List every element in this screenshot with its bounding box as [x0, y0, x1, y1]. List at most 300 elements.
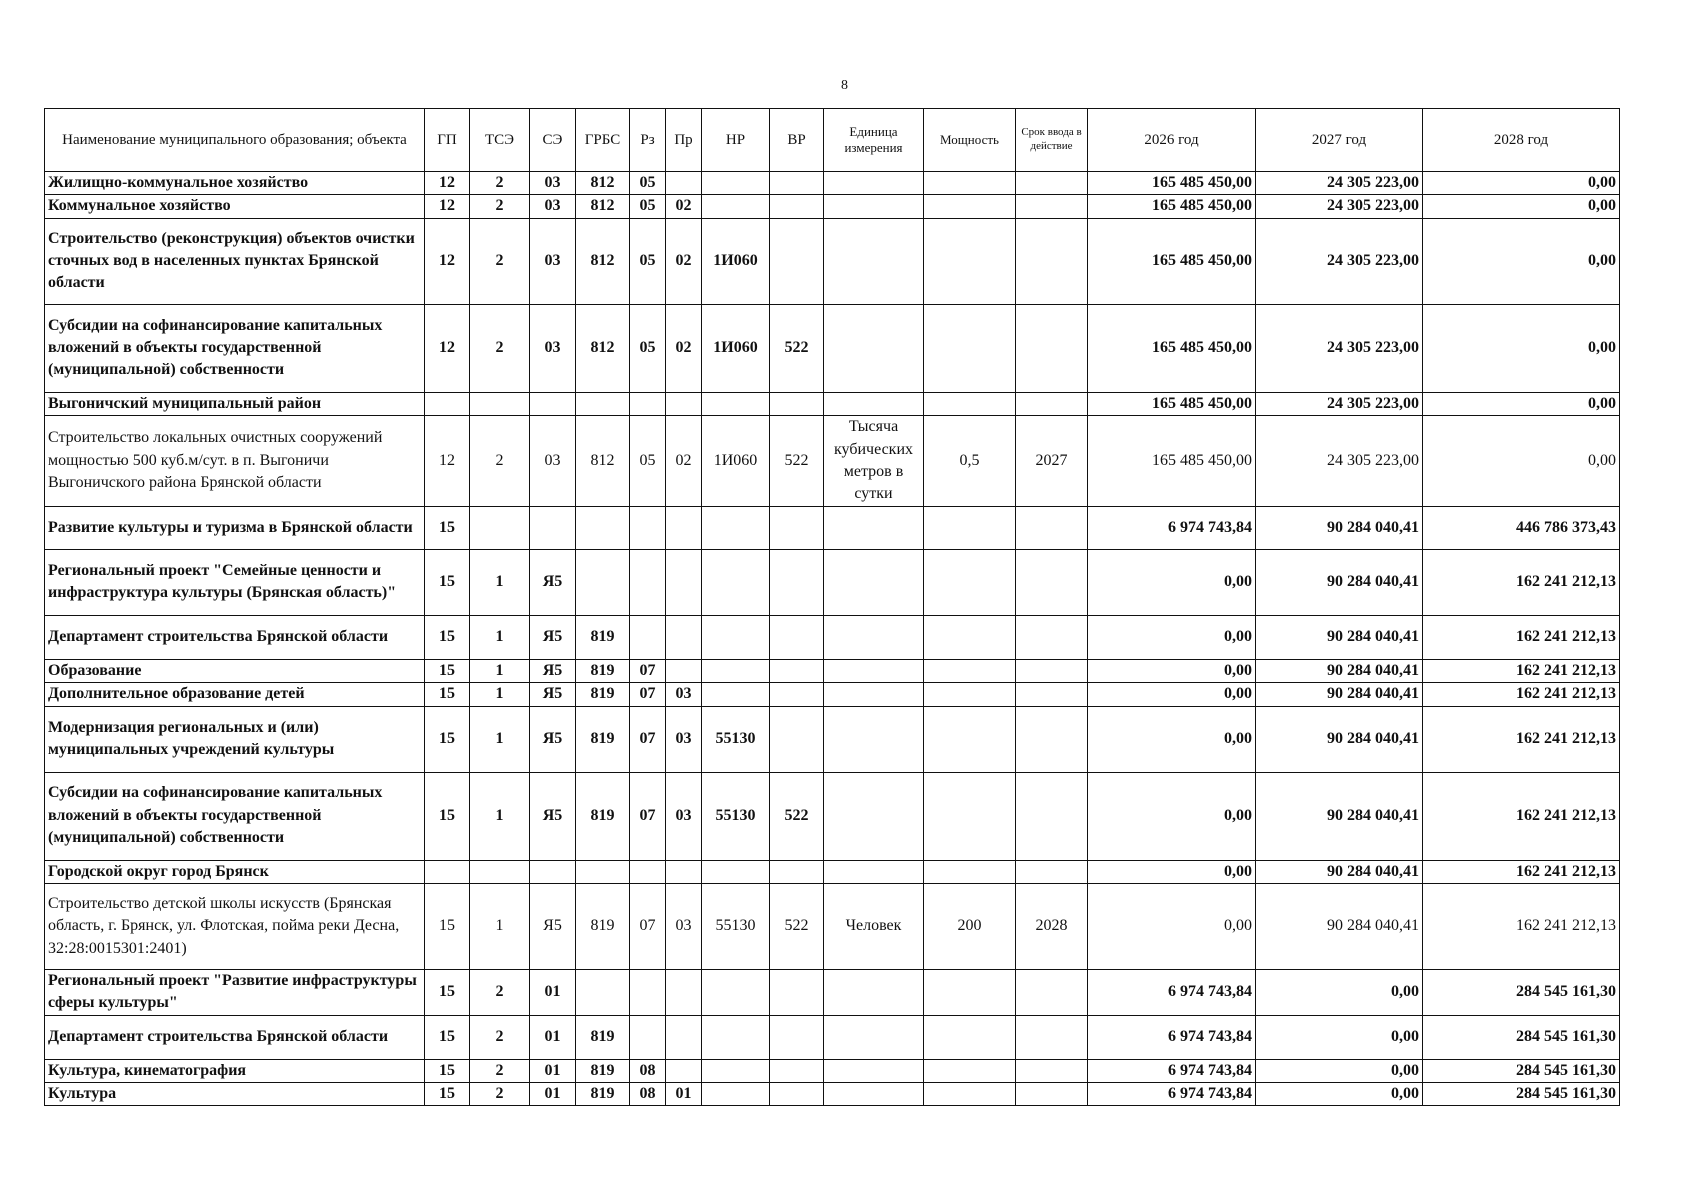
row-capacity [924, 392, 1016, 415]
row-deadline [1016, 860, 1088, 883]
row-pr: 02 [666, 218, 702, 304]
table-row [45, 304, 1620, 392]
row-name: Строительство локальных очистных сооружений мощностью 500 куб.м/сут. в п. Выгоничи Выгоничского района Брянской области [45, 416, 425, 507]
row-rz: 05 [630, 304, 666, 392]
row-pr: 03 [666, 772, 702, 860]
row-tse: 1 [470, 683, 530, 706]
row-pr: 01 [666, 1083, 702, 1106]
row-se: 01 [530, 969, 576, 1015]
row-nr [702, 860, 770, 883]
row-gp: 15 [425, 883, 470, 969]
row-capacity [924, 172, 1016, 195]
row-gp [425, 392, 470, 415]
row-nr [702, 1083, 770, 1106]
row-unit [824, 195, 924, 218]
row-se: Я5 [530, 706, 576, 772]
row-2027: 90 284 040,41 [1256, 772, 1423, 860]
row-unit [824, 392, 924, 415]
row-se: 03 [530, 416, 576, 507]
row-gp: 15 [425, 549, 470, 615]
row-capacity [924, 706, 1016, 772]
row-grbs [576, 506, 630, 549]
row-name: Департамент строительства Брянской области [45, 615, 425, 659]
row-se: 01 [530, 1015, 576, 1059]
row-vr [770, 549, 824, 615]
row-gp: 12 [425, 416, 470, 507]
row-unit [824, 1083, 924, 1106]
row-deadline [1016, 659, 1088, 682]
row-nr: 1И060 [702, 416, 770, 507]
row-2026: 0,00 [1088, 615, 1256, 659]
row-vr [770, 172, 824, 195]
row-2026: 165 485 450,00 [1088, 304, 1256, 392]
row-grbs: 819 [576, 1059, 630, 1082]
row-se: Я5 [530, 659, 576, 682]
row-rz [630, 615, 666, 659]
table-row [45, 195, 1620, 218]
row-se: Я5 [530, 549, 576, 615]
row-pr: 02 [666, 416, 702, 507]
row-deadline [1016, 304, 1088, 392]
row-vr [770, 860, 824, 883]
row-2028: 0,00 [1423, 172, 1620, 195]
row-gp: 15 [425, 1059, 470, 1082]
row-2028: 0,00 [1423, 304, 1620, 392]
row-2028: 284 545 161,30 [1423, 1015, 1620, 1059]
page-number: 8 [841, 78, 848, 93]
row-rz [630, 506, 666, 549]
row-vr [770, 706, 824, 772]
row-2028: 284 545 161,30 [1423, 969, 1620, 1015]
row-gp: 15 [425, 683, 470, 706]
row-tse: 2 [470, 218, 530, 304]
row-pr: 03 [666, 683, 702, 706]
row-tse: 1 [470, 549, 530, 615]
row-se: 01 [530, 1059, 576, 1082]
row-capacity [924, 218, 1016, 304]
row-rz: 05 [630, 172, 666, 195]
row-gp: 12 [425, 218, 470, 304]
row-rz: 07 [630, 706, 666, 772]
row-deadline [1016, 195, 1088, 218]
row-unit [824, 172, 924, 195]
row-2028: 162 241 212,13 [1423, 706, 1620, 772]
row-grbs: 819 [576, 659, 630, 682]
row-capacity [924, 772, 1016, 860]
row-unit [824, 218, 924, 304]
row-rz: 08 [630, 1083, 666, 1106]
row-pr [666, 506, 702, 549]
row-2026: 165 485 450,00 [1088, 172, 1256, 195]
row-tse: 1 [470, 772, 530, 860]
row-2026: 6 974 743,84 [1088, 1059, 1256, 1082]
table-row [45, 969, 1620, 1015]
row-se: Я5 [530, 615, 576, 659]
row-name: Департамент строительства Брянской области [45, 1015, 425, 1059]
row-vr [770, 506, 824, 549]
header-unit: Единица измерения [824, 109, 924, 172]
row-unit [824, 304, 924, 392]
row-se: Я5 [530, 883, 576, 969]
row-nr: 55130 [702, 883, 770, 969]
row-name: Культура [45, 1083, 425, 1106]
row-name: Жилищно-коммунальное хозяйство [45, 172, 425, 195]
row-nr [702, 659, 770, 682]
row-2027: 90 284 040,41 [1256, 706, 1423, 772]
row-tse [470, 506, 530, 549]
row-vr: 522 [770, 304, 824, 392]
row-vr [770, 1059, 824, 1082]
row-unit [824, 506, 924, 549]
row-2027: 90 284 040,41 [1256, 549, 1423, 615]
row-2028: 162 241 212,13 [1423, 772, 1620, 860]
row-pr [666, 860, 702, 883]
row-grbs: 812 [576, 195, 630, 218]
row-pr: 02 [666, 304, 702, 392]
row-deadline: 2027 [1016, 416, 1088, 507]
row-unit [824, 860, 924, 883]
row-2026: 0,00 [1088, 549, 1256, 615]
row-name: Региональный проект "Семейные ценности и инфраструктура культуры (Брянская область)" [45, 549, 425, 615]
table-row [45, 706, 1620, 772]
row-grbs [576, 392, 630, 415]
row-capacity [924, 1083, 1016, 1106]
header-se: СЭ [530, 109, 576, 172]
row-gp: 12 [425, 304, 470, 392]
table-row [45, 392, 1620, 415]
row-deadline [1016, 392, 1088, 415]
row-unit [824, 659, 924, 682]
row-name: Дополнительное образование детей [45, 683, 425, 706]
row-2028: 284 545 161,30 [1423, 1083, 1620, 1106]
row-grbs: 812 [576, 218, 630, 304]
row-vr [770, 969, 824, 1015]
table-row [45, 506, 1620, 549]
row-name: Субсидии на софинансирование капитальных вложений в объекты государственной (муниципальной) собственности [45, 304, 425, 392]
row-pr [666, 172, 702, 195]
row-2028: 0,00 [1423, 416, 1620, 507]
row-2028: 162 241 212,13 [1423, 659, 1620, 682]
row-2028: 162 241 212,13 [1423, 615, 1620, 659]
row-rz: 05 [630, 218, 666, 304]
row-nr [702, 195, 770, 218]
row-se: Я5 [530, 772, 576, 860]
row-unit [824, 615, 924, 659]
row-grbs: 819 [576, 883, 630, 969]
row-2027: 0,00 [1256, 1083, 1423, 1106]
row-2026: 6 974 743,84 [1088, 1015, 1256, 1059]
row-tse: 2 [470, 969, 530, 1015]
row-2027: 0,00 [1256, 1015, 1423, 1059]
row-grbs: 819 [576, 772, 630, 860]
header-rz: Рз [630, 109, 666, 172]
row-nr [702, 392, 770, 415]
row-deadline [1016, 549, 1088, 615]
row-nr [702, 969, 770, 1015]
header-gp: ГП [425, 109, 470, 172]
row-capacity [924, 304, 1016, 392]
row-name: Выгоничский муниципальный район [45, 392, 425, 415]
row-2027: 90 284 040,41 [1256, 683, 1423, 706]
row-gp: 15 [425, 506, 470, 549]
row-rz: 08 [630, 1059, 666, 1082]
row-2026: 0,00 [1088, 706, 1256, 772]
row-2026: 0,00 [1088, 659, 1256, 682]
row-2027: 24 305 223,00 [1256, 172, 1423, 195]
header-2028: 2028 год [1423, 109, 1620, 172]
header-deadline: Срок ввода в действие [1016, 109, 1088, 172]
row-rz: 05 [630, 416, 666, 507]
row-capacity [924, 1059, 1016, 1082]
row-nr [702, 172, 770, 195]
row-tse: 1 [470, 883, 530, 969]
row-pr [666, 1015, 702, 1059]
row-pr: 03 [666, 706, 702, 772]
row-deadline [1016, 969, 1088, 1015]
row-nr: 1И060 [702, 304, 770, 392]
row-tse: 1 [470, 615, 530, 659]
row-unit [824, 772, 924, 860]
row-nr [702, 683, 770, 706]
row-se: 01 [530, 1083, 576, 1106]
row-pr [666, 392, 702, 415]
row-pr [666, 969, 702, 1015]
row-name: Городской округ город Брянск [45, 860, 425, 883]
row-nr [702, 549, 770, 615]
row-unit [824, 683, 924, 706]
row-unit: Человек [824, 883, 924, 969]
row-deadline [1016, 172, 1088, 195]
row-rz: 05 [630, 195, 666, 218]
row-tse: 2 [470, 172, 530, 195]
row-nr [702, 506, 770, 549]
row-pr: 02 [666, 195, 702, 218]
row-nr [702, 1015, 770, 1059]
row-tse: 2 [470, 1015, 530, 1059]
header-grbs: ГРБС [576, 109, 630, 172]
row-capacity [924, 506, 1016, 549]
row-2026: 165 485 450,00 [1088, 195, 1256, 218]
header-capacity: Мощность [924, 109, 1016, 172]
row-unit [824, 1059, 924, 1082]
row-nr: 55130 [702, 772, 770, 860]
row-2027: 24 305 223,00 [1256, 304, 1423, 392]
header-pr: Пр [666, 109, 702, 172]
row-grbs [576, 549, 630, 615]
row-2026: 6 974 743,84 [1088, 1083, 1256, 1106]
row-rz [630, 969, 666, 1015]
row-tse [470, 392, 530, 415]
row-capacity [924, 683, 1016, 706]
row-vr [770, 1015, 824, 1059]
table-row [45, 1015, 1620, 1059]
row-rz: 07 [630, 772, 666, 860]
row-2027: 0,00 [1256, 969, 1423, 1015]
row-tse: 1 [470, 706, 530, 772]
row-se: 03 [530, 172, 576, 195]
row-tse [470, 860, 530, 883]
row-name: Коммунальное хозяйство [45, 195, 425, 218]
row-tse: 2 [470, 416, 530, 507]
table-row [45, 549, 1620, 615]
row-2028: 162 241 212,13 [1423, 549, 1620, 615]
row-2027: 90 284 040,41 [1256, 860, 1423, 883]
row-nr: 1И060 [702, 218, 770, 304]
row-2027: 90 284 040,41 [1256, 883, 1423, 969]
row-vr: 522 [770, 416, 824, 507]
header-vr: ВР [770, 109, 824, 172]
row-gp: 15 [425, 1015, 470, 1059]
row-name: Модернизация региональных и (или) муниципальных учреждений культуры [45, 706, 425, 772]
row-2026: 6 974 743,84 [1088, 506, 1256, 549]
table-row [45, 860, 1620, 883]
row-se: 03 [530, 218, 576, 304]
row-2028: 0,00 [1423, 195, 1620, 218]
row-2026: 6 974 743,84 [1088, 969, 1256, 1015]
header-tse: ТСЭ [470, 109, 530, 172]
table-row [45, 615, 1620, 659]
row-unit [824, 706, 924, 772]
table-row [45, 772, 1620, 860]
table-row [45, 218, 1620, 304]
row-deadline [1016, 1083, 1088, 1106]
row-nr [702, 1059, 770, 1082]
row-name: Региональный проект "Развитие инфраструктуры сферы культуры" [45, 969, 425, 1015]
row-2026: 0,00 [1088, 772, 1256, 860]
row-gp: 15 [425, 615, 470, 659]
row-vr: 522 [770, 772, 824, 860]
row-name: Культура, кинематография [45, 1059, 425, 1082]
row-grbs: 819 [576, 615, 630, 659]
row-rz [630, 860, 666, 883]
row-vr [770, 195, 824, 218]
row-pr [666, 659, 702, 682]
row-deadline [1016, 506, 1088, 549]
row-deadline [1016, 683, 1088, 706]
row-capacity [924, 659, 1016, 682]
row-tse: 2 [470, 1083, 530, 1106]
row-2026: 165 485 450,00 [1088, 218, 1256, 304]
row-capacity [924, 969, 1016, 1015]
row-2027: 0,00 [1256, 1059, 1423, 1082]
table-row [45, 683, 1620, 706]
row-tse: 1 [470, 659, 530, 682]
table-row [45, 416, 1620, 507]
row-deadline: 2028 [1016, 883, 1088, 969]
row-grbs [576, 860, 630, 883]
row-2026: 165 485 450,00 [1088, 416, 1256, 507]
row-rz [630, 1015, 666, 1059]
row-2027: 24 305 223,00 [1256, 392, 1423, 415]
row-se: 03 [530, 195, 576, 218]
header-2027: 2027 год [1256, 109, 1423, 172]
row-gp: 12 [425, 172, 470, 195]
row-grbs: 812 [576, 172, 630, 195]
table-row [45, 1083, 1620, 1106]
row-2028: 0,00 [1423, 392, 1620, 415]
row-rz [630, 392, 666, 415]
row-unit [824, 1015, 924, 1059]
row-grbs: 819 [576, 706, 630, 772]
header-2026: 2026 год [1088, 109, 1256, 172]
row-deadline [1016, 1015, 1088, 1059]
row-pr [666, 615, 702, 659]
row-gp: 15 [425, 706, 470, 772]
row-vr [770, 659, 824, 682]
row-tse: 2 [470, 1059, 530, 1082]
row-vr [770, 1083, 824, 1106]
row-gp [425, 860, 470, 883]
row-se: 03 [530, 304, 576, 392]
row-name: Образование [45, 659, 425, 682]
row-rz: 07 [630, 883, 666, 969]
row-2026: 0,00 [1088, 860, 1256, 883]
row-capacity [924, 1015, 1016, 1059]
row-deadline [1016, 772, 1088, 860]
row-2026: 0,00 [1088, 883, 1256, 969]
row-se: Я5 [530, 683, 576, 706]
row-capacity [924, 195, 1016, 218]
row-unit [824, 549, 924, 615]
row-vr [770, 392, 824, 415]
row-rz [630, 549, 666, 615]
row-name: Строительство детской школы искусств (Брянская область, г. Брянск, ул. Флотская, пойма реки Десна, 32:28:0015301:2401) [45, 883, 425, 969]
row-capacity: 0,5 [924, 416, 1016, 507]
row-unit [824, 969, 924, 1015]
row-2026: 165 485 450,00 [1088, 392, 1256, 415]
header-nr: НР [702, 109, 770, 172]
row-vr [770, 615, 824, 659]
row-2028: 0,00 [1423, 218, 1620, 304]
row-se [530, 506, 576, 549]
row-2026: 0,00 [1088, 683, 1256, 706]
row-2028: 162 241 212,13 [1423, 883, 1620, 969]
row-nr: 55130 [702, 706, 770, 772]
row-2027: 24 305 223,00 [1256, 416, 1423, 507]
row-pr [666, 1059, 702, 1082]
row-grbs [576, 969, 630, 1015]
row-name: Строительство (реконструкция) объектов очистки сточных вод в населенных пунктах Брянской области [45, 218, 425, 304]
row-name: Развитие культуры и туризма в Брянской области [45, 506, 425, 549]
row-deadline [1016, 706, 1088, 772]
row-se [530, 392, 576, 415]
row-rz: 07 [630, 659, 666, 682]
table-row [45, 1059, 1620, 1082]
row-capacity [924, 615, 1016, 659]
row-2027: 24 305 223,00 [1256, 218, 1423, 304]
row-2028: 284 545 161,30 [1423, 1059, 1620, 1082]
row-grbs: 819 [576, 1015, 630, 1059]
row-grbs: 812 [576, 416, 630, 507]
row-rz: 07 [630, 683, 666, 706]
row-2027: 24 305 223,00 [1256, 195, 1423, 218]
row-2027: 90 284 040,41 [1256, 506, 1423, 549]
row-tse: 2 [470, 195, 530, 218]
table-row [45, 659, 1620, 682]
row-vr [770, 218, 824, 304]
row-unit: Тысяча кубических метров в сутки [824, 416, 924, 507]
row-2027: 90 284 040,41 [1256, 615, 1423, 659]
row-capacity: 200 [924, 883, 1016, 969]
row-capacity [924, 549, 1016, 615]
row-se [530, 860, 576, 883]
row-2028: 162 241 212,13 [1423, 683, 1620, 706]
table-row [45, 883, 1620, 969]
row-pr [666, 549, 702, 615]
row-2028: 162 241 212,13 [1423, 860, 1620, 883]
row-gp: 15 [425, 969, 470, 1015]
row-gp: 15 [425, 772, 470, 860]
